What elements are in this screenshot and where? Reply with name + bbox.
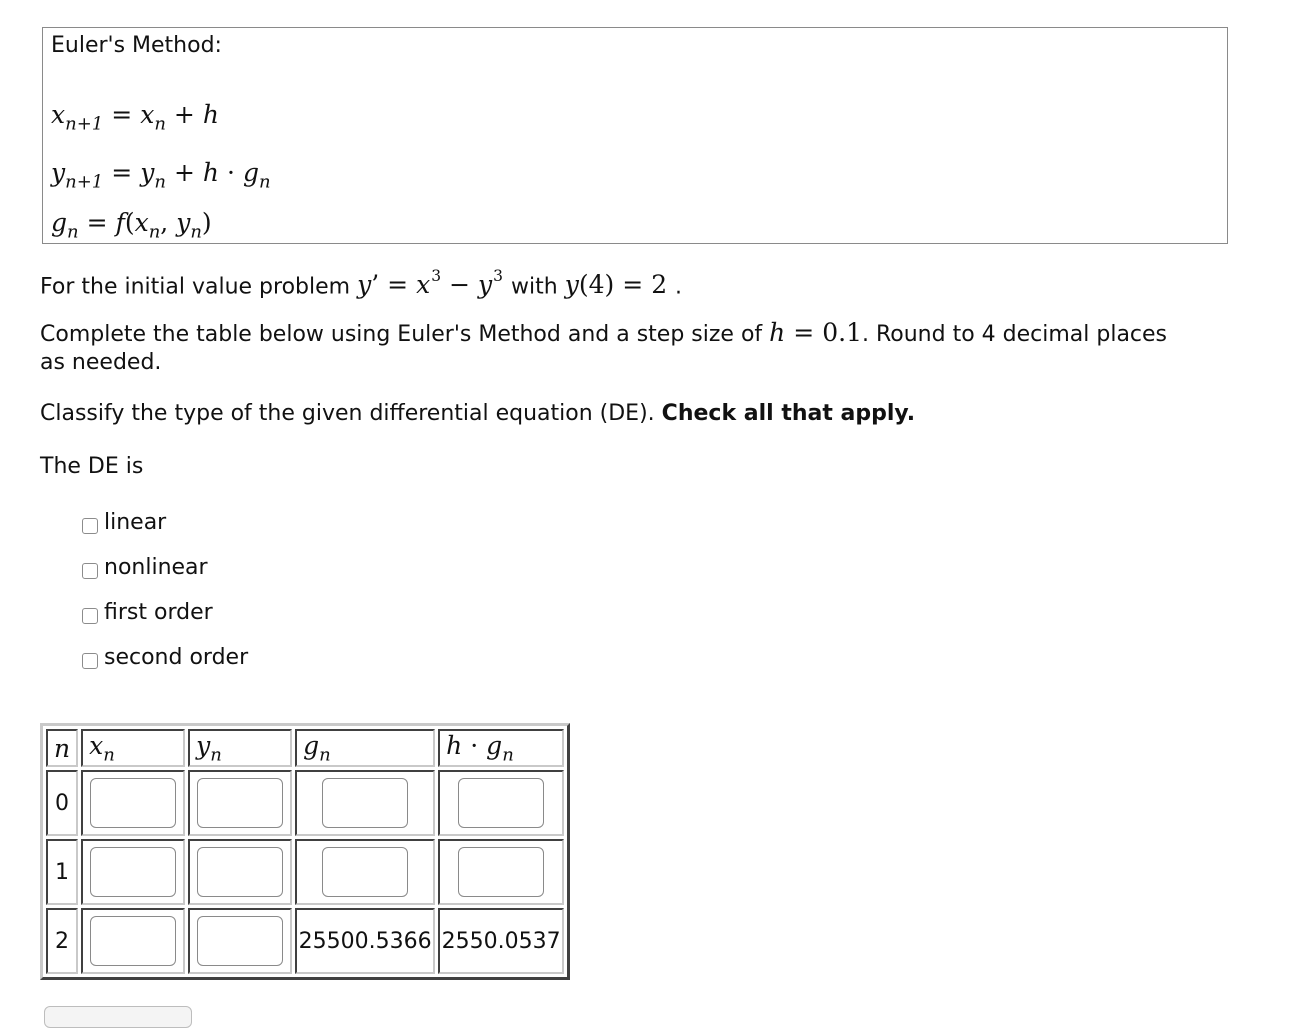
x1-input[interactable] <box>90 847 176 897</box>
de-lead-text: The DE is <box>40 454 144 479</box>
equation-x-update: $x_{n+1} = x_n + h$ <box>51 100 219 135</box>
x0-input[interactable] <box>90 778 176 828</box>
y0-input[interactable] <box>197 778 283 828</box>
hg0-input[interactable] <box>458 778 544 828</box>
y0-cell <box>188 770 292 836</box>
g0-cell <box>295 770 435 836</box>
y1-input[interactable] <box>197 847 283 897</box>
hg1-input[interactable] <box>458 847 544 897</box>
hg2-value: 2550.0537 <box>438 908 564 974</box>
y2-cell <box>188 908 292 974</box>
problem-end: . <box>675 274 683 300</box>
table-header-row <box>46 729 564 767</box>
x2-cell <box>81 908 185 974</box>
classify-emphasis: Check all that apply. <box>661 401 916 426</box>
y1-cell <box>188 839 292 905</box>
g0-input[interactable] <box>322 778 408 828</box>
option-second-order[interactable] <box>82 645 248 670</box>
nonlinear-label[interactable]: nonlinear <box>104 555 208 580</box>
x2-input[interactable] <box>90 916 176 966</box>
g1-cell <box>295 839 435 905</box>
with-word: with <box>511 274 558 300</box>
initial-value: 2 <box>651 270 668 300</box>
table-row <box>46 839 564 905</box>
method-title: Euler's Method: <box>51 33 222 58</box>
header-yn: $y_n$ <box>188 729 292 767</box>
euler-method-box <box>42 27 1228 244</box>
option-nonlinear[interactable] <box>82 555 208 580</box>
classify-text: Classify the type of the given differential equation (DE). <box>40 401 655 426</box>
hg0-cell <box>438 770 564 836</box>
table-row <box>46 770 564 836</box>
problem-intro: For the initial value problem <box>40 274 351 300</box>
header-n: n <box>46 729 78 767</box>
instructions-part1: Complete the table below using Euler's Method and a step size of <box>40 322 763 347</box>
row-index: 0 <box>46 770 78 836</box>
linear-checkbox[interactable] <box>82 518 98 534</box>
problem-statement <box>40 262 682 301</box>
x0-cell <box>81 770 185 836</box>
nonlinear-checkbox[interactable] <box>82 563 98 579</box>
instructions <box>40 319 1190 377</box>
initial-condition: y(4) = 2 <box>564 270 668 300</box>
g2-value: 25500.5366 <box>295 908 435 974</box>
differential-equation: y’ = $x^3 - y^3$ <box>357 267 504 300</box>
step-size: h = 0.1 <box>769 318 862 347</box>
x1-cell <box>81 839 185 905</box>
table-row <box>46 908 564 974</box>
second-order-label[interactable]: second order <box>104 645 249 670</box>
y2-input[interactable] <box>197 916 283 966</box>
row-index: 2 <box>46 908 78 974</box>
equation-g-definition: $g_n = f(x_n$, $y_n$) <box>51 208 212 243</box>
step-size-value: 0.1 <box>822 318 862 347</box>
submit-button-partial[interactable] <box>44 1006 192 1028</box>
linear-label[interactable]: linear <box>104 510 167 535</box>
option-linear[interactable] <box>82 510 166 535</box>
equation-y-update: $y_{n+1} = y_n + h \cdot g_n$ <box>51 158 271 193</box>
header-xn: $x_n$ <box>81 729 185 767</box>
g1-input[interactable] <box>322 847 408 897</box>
instructions-part2: . Round to 4 decimal places as needed. <box>40 322 1168 375</box>
row-index: 1 <box>46 839 78 905</box>
header-gn: $g_n$ <box>295 729 435 767</box>
first-order-checkbox[interactable] <box>82 608 98 624</box>
second-order-checkbox[interactable] <box>82 653 98 669</box>
classify-prompt <box>40 400 915 428</box>
hg1-cell <box>438 839 564 905</box>
euler-table <box>40 723 570 980</box>
header-h-gn: $h \cdot g_n$ <box>438 729 564 767</box>
option-first-order[interactable] <box>82 600 213 625</box>
first-order-label[interactable]: first order <box>104 600 213 625</box>
